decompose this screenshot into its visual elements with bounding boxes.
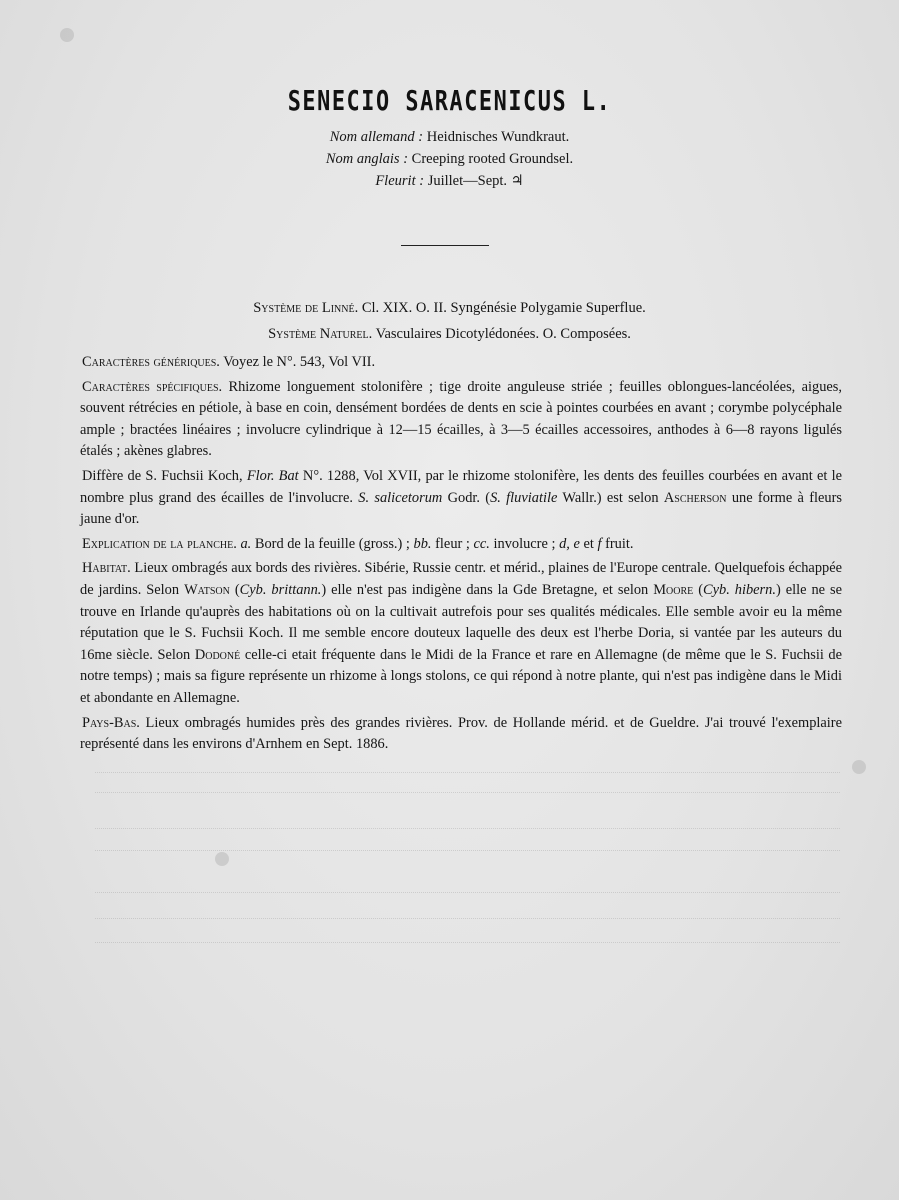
show-through-line <box>95 892 840 893</box>
differs-text-c: Godr. ( <box>447 489 491 506</box>
german-name-row <box>0 126 899 148</box>
differs-paragraph <box>80 466 842 531</box>
differs-text-d: Wallr.) est selon <box>562 489 659 506</box>
explanation-label: Explication de la planche. <box>82 535 237 552</box>
paper-spot <box>852 760 866 774</box>
flora-ref: Flor. Bat <box>246 467 299 484</box>
german-name-label: Nom allemand : <box>329 129 424 145</box>
specific-label: Caractères spécifiques. <box>82 378 223 395</box>
flowering-value: Juillet—Sept. ♃ <box>427 173 524 189</box>
specific-text: Rhizome longuement stolonifère ; tige droite anguleuse striée ; feuilles oblongues-lancéolées, aigues, souvent rétrécies en pétiole, à base en coin, densément bordées de dents en scie à pointes courbées en avant ; corymbe polycéphale ample ; bractées linéaires ; involucre cylindrique à 12—15 écailles, à 3—5 écailles accessoires, anthodes à 6—8 rayons ligulés étalés ; akènes glabres. <box>80 378 842 460</box>
habitat-d: ( <box>698 581 704 598</box>
netherlands-paragraph <box>80 713 842 756</box>
paysbas-text: Lieux ombragés humides près des grandes rivières. Prov. de Hollande mérid. et de Gueldre. J'ai trouvé l'exemplaire représenté dans les environs d'Arnhem en Sept. 1886. <box>80 714 842 753</box>
generic-text: Voyez le N°. 543, Vol VII. <box>223 354 376 370</box>
explanation-b: Bord de la feuille (gross.) ; <box>254 535 410 552</box>
generic-label: Caractères génériques. <box>82 354 220 370</box>
naturel-value: Vasculaires Dicotylédonées. O. Composées. <box>375 326 631 342</box>
common-names <box>0 126 899 192</box>
explanation-d: involucre ; <box>493 535 556 552</box>
flowering-row <box>0 170 899 192</box>
dodone-name: Dodoné <box>194 646 241 663</box>
habitat-paragraph <box>80 558 842 709</box>
english-name-label: Nom anglais : <box>325 151 409 167</box>
habitat-b: ( <box>234 581 240 598</box>
generic-characters <box>80 352 842 374</box>
habitat-f: celle-ci etait fréquente dans le Midi de la France et rare en Allemagne (de même que le S. Fuchsii de notre temps) ; mais sa figure représente un rhizome à longs stolons, ce qui répond à notre plante, qui n'est pas indigène dans le Midi et abondante en Allemagne. <box>80 646 842 706</box>
paper-spot <box>215 852 229 866</box>
habitat-c: ) elle n'est pas indigène dans la Gde Bretagne, et selon <box>321 581 649 598</box>
show-through-line <box>95 850 840 851</box>
differs-text-b: N°. 1288, Vol XVII, par le rhizome stolonifère, les dents des feuilles courbées en avant et le nombre plus grand des écailles de l'involucre. <box>80 467 842 506</box>
english-name-row <box>0 148 899 170</box>
linne-value: Cl. XIX. O. II. Syngénésie Polygamie Superflue. <box>361 300 646 316</box>
paysbas-label: Pays-Bas. <box>82 714 140 731</box>
german-name-value: Heidnisches Wundkraut. <box>426 129 570 145</box>
habitat-a: Lieux ombragés aux bords des rivières. Sibérie, Russie centr. et mérid., plaines de l'Europe centrale. Quelquefois échappée de jardins. Selon <box>80 560 842 598</box>
natural-system <box>0 326 899 343</box>
fluviatile-name: S. fluviatile <box>490 489 558 506</box>
show-through-line <box>95 772 840 773</box>
watson-name: Watson <box>184 581 230 598</box>
fig-bb: bb. <box>413 535 432 552</box>
differs-text-a: Diffère de S. Fuchsii Koch, <box>82 467 243 484</box>
show-through-line <box>95 918 840 919</box>
show-through-line <box>95 792 840 793</box>
show-through-line <box>95 828 840 829</box>
ascherson-name: Ascherson <box>663 489 727 506</box>
moore-name: Moore <box>653 581 694 598</box>
show-through-line <box>95 942 840 943</box>
fig-f: f <box>597 535 602 552</box>
fig-de: d, e <box>559 535 580 552</box>
habitat-e: ) elle ne se trouve en Irlande qu'auprès des habitations où on la cultivait autrefois pour ses qualités médicales. Elle semble avoir eu la même réputation que le S. Fuchsii Koch. Il me semble encore douteux laquelle des deux est l'herbe Doria, si vantée par les auteurs du 16me siècle. Selon <box>80 581 843 663</box>
differs-text-e: une forme à fleurs jaune d'or. <box>80 489 843 528</box>
explanation-e: et <box>583 535 594 552</box>
habitat-label: Habitat. <box>82 560 131 577</box>
salicetorum-name: S. salicetorum <box>358 489 443 506</box>
plate-explanation <box>80 534 842 556</box>
fig-a: a. <box>240 535 252 552</box>
english-name-value: Creeping rooted Groundsel. <box>411 151 574 167</box>
explanation-g: fruit. <box>605 535 634 552</box>
explanation-c: fleur ; <box>435 535 470 552</box>
page-title: SENECIO SARACENICUS L. <box>287 84 612 117</box>
linne-system <box>0 300 899 317</box>
cyb-hibern: Cyb. hibern. <box>703 581 776 598</box>
description-body <box>80 352 842 759</box>
divider-rule <box>401 245 489 246</box>
cyb-brittann: Cyb. brittann. <box>239 581 322 598</box>
flowering-label: Fleurit : <box>375 173 425 189</box>
fig-cc: cc. <box>473 535 490 552</box>
specific-characters <box>80 377 842 463</box>
linne-label: Système de Linné. <box>253 300 359 316</box>
paper-spot <box>60 28 74 42</box>
naturel-label: Système Naturel. <box>268 326 373 342</box>
